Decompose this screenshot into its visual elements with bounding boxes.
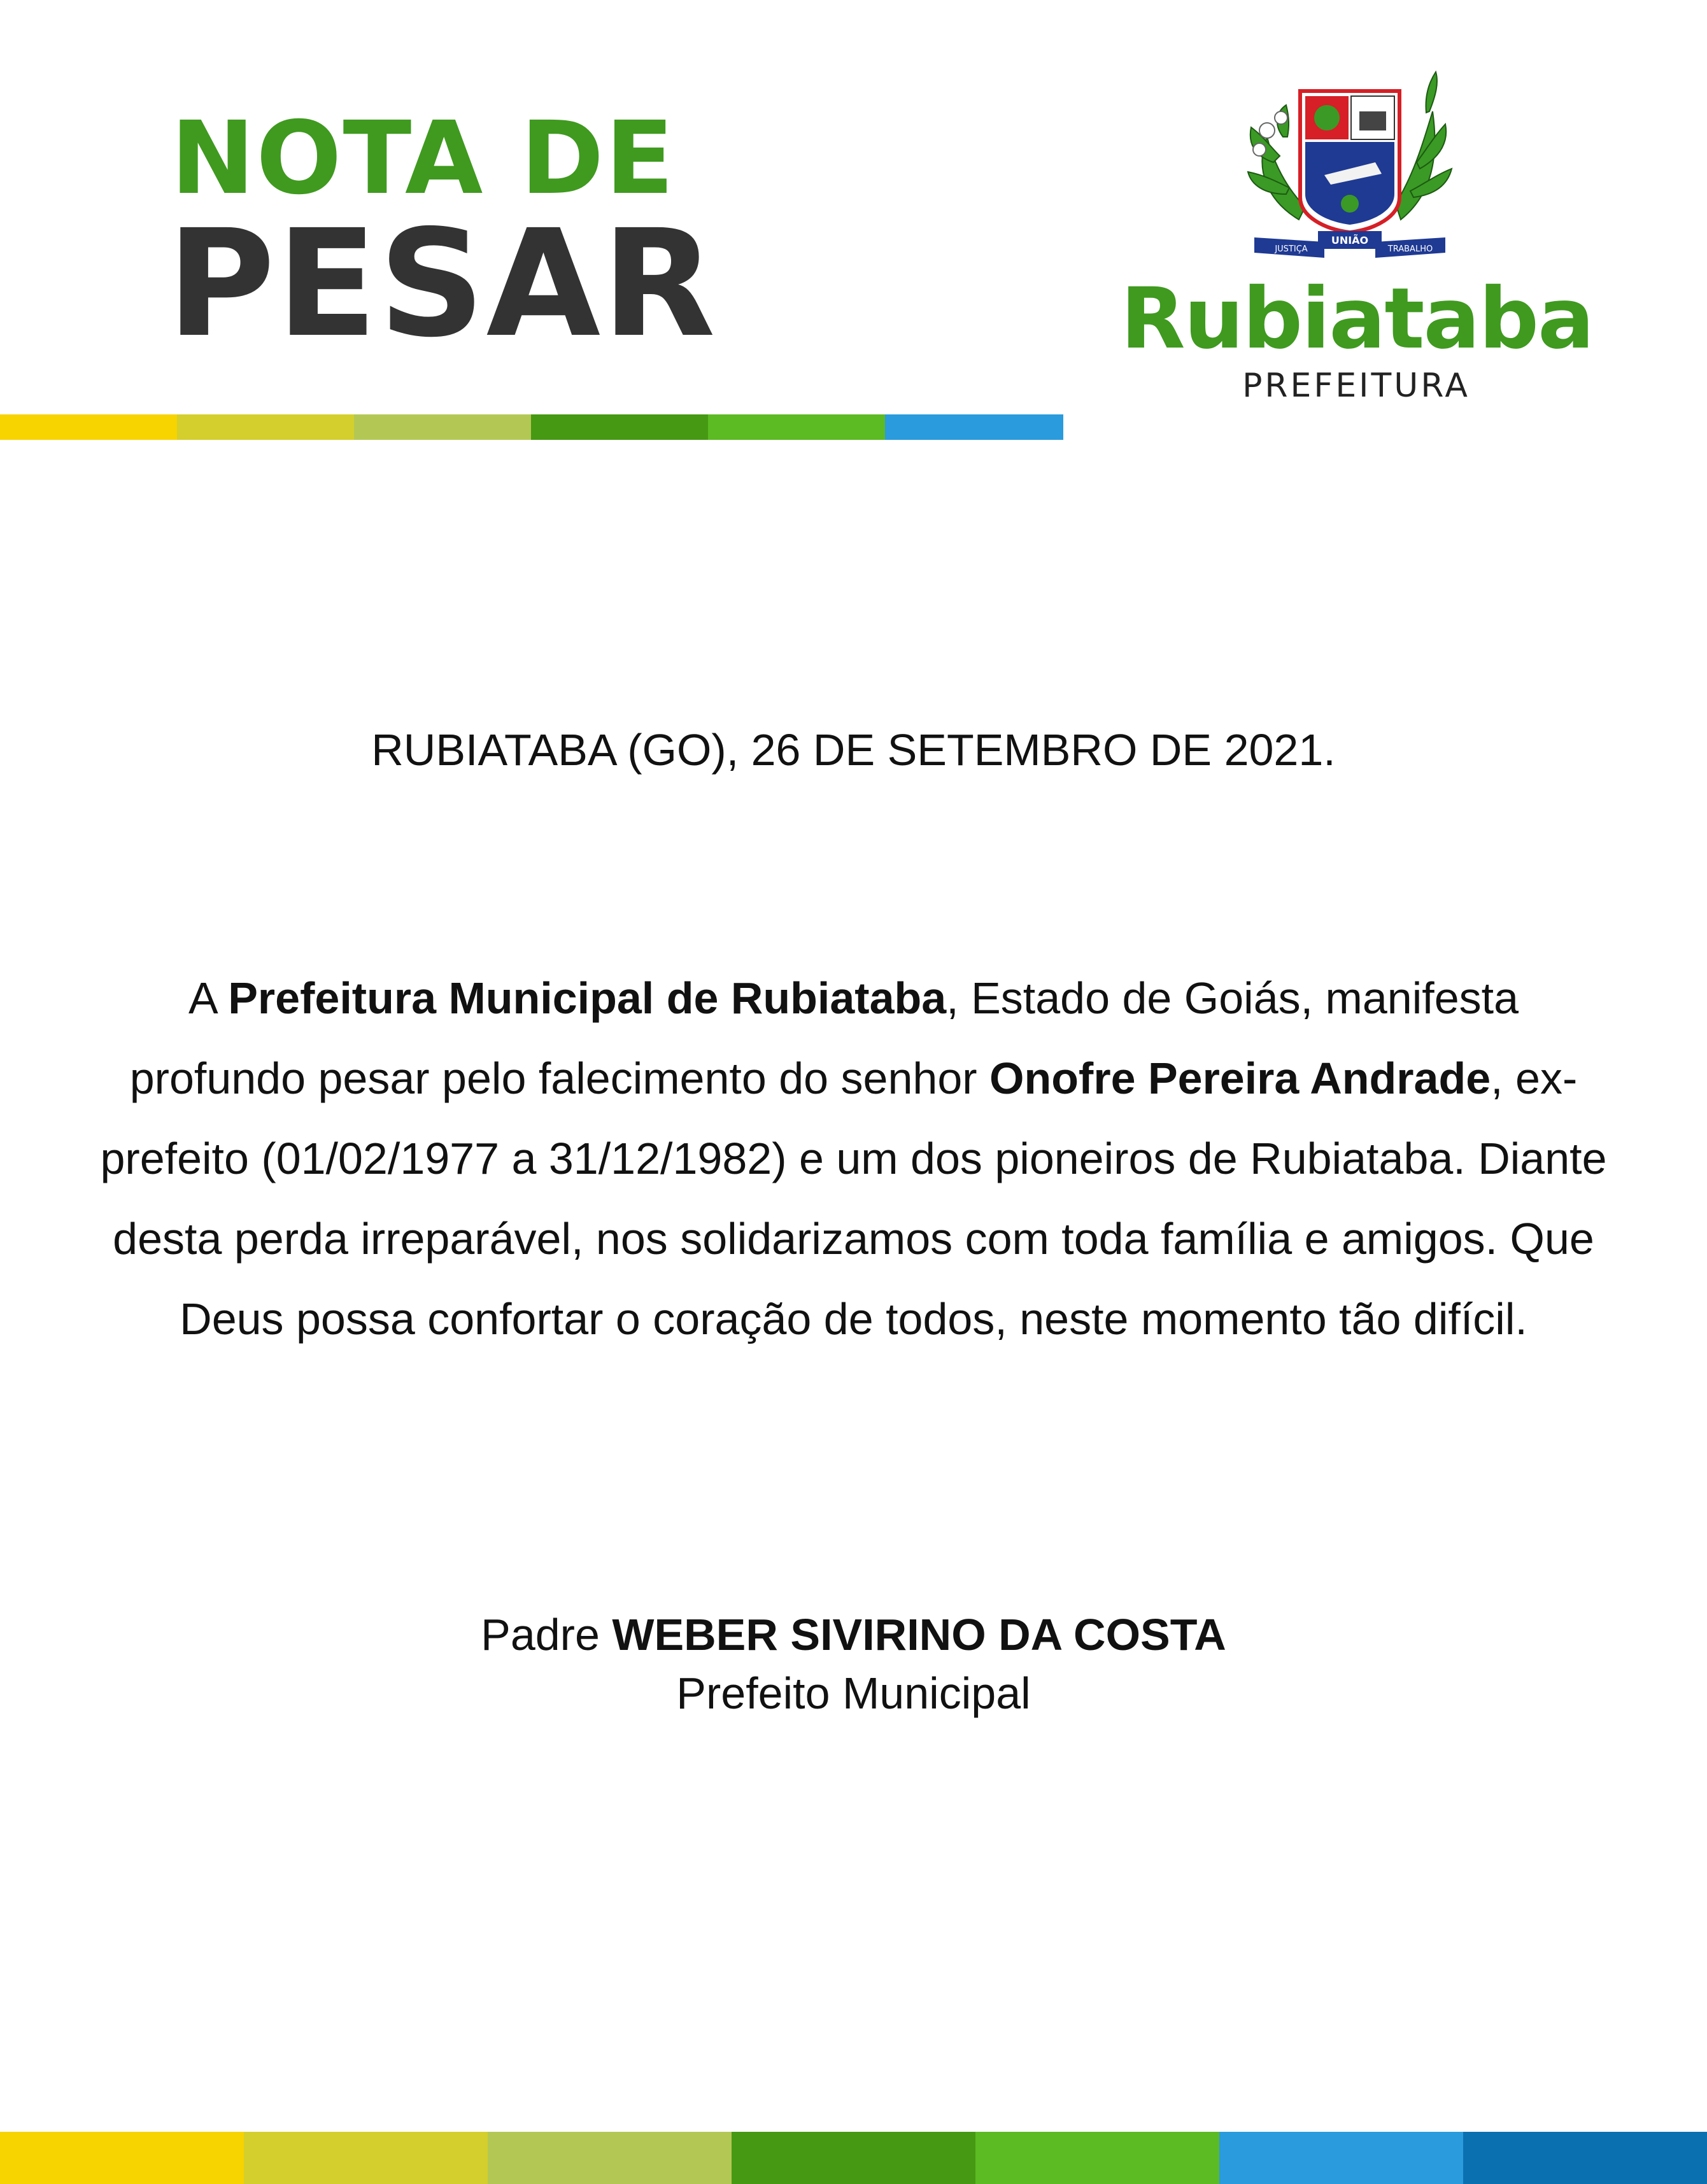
paragraph-intro: A bbox=[188, 973, 229, 1023]
svg-text:TRABALHO: TRABALHO bbox=[1387, 244, 1433, 254]
paragraph-middle: , Estado de Goiás, manifesta profundo pesar pelo falecimento do senhor bbox=[129, 973, 1519, 1103]
stripe-segment-green bbox=[975, 2132, 1219, 2184]
color-stripe-top bbox=[0, 414, 1063, 440]
color-stripe-bottom bbox=[0, 2132, 1707, 2184]
stripe-segment-light-green bbox=[354, 414, 531, 440]
signature-role: Prefeito Municipal bbox=[676, 1668, 1031, 1718]
svg-text:JUSTIÇA: JUSTIÇA bbox=[1275, 244, 1308, 254]
stripe-segment-dark-green bbox=[531, 414, 708, 440]
municipal-crest-icon bbox=[1229, 67, 1471, 271]
svg-text:UNIÃO: UNIÃO bbox=[1331, 234, 1369, 246]
title-line-1: NOTA DE bbox=[171, 100, 676, 217]
paragraph-bold-institution: Prefeitura Municipal de Rubiataba bbox=[228, 973, 947, 1023]
paragraph-bold-name: Onofre Pereira Andrade bbox=[989, 1053, 1491, 1103]
stripe-segment-lime bbox=[177, 414, 354, 440]
title-line-2: PESAR bbox=[167, 198, 717, 370]
stripe-segment-yellow bbox=[0, 2132, 244, 2184]
signature-bold-name: WEBER SIVIRINO DA COSTA bbox=[612, 1610, 1226, 1659]
signature-name bbox=[0, 1609, 1707, 1660]
stripe-segment-green bbox=[708, 414, 885, 440]
stripe-segment-yellow bbox=[0, 414, 177, 440]
date-line: RUBIATABA (GO), 26 DE SETEMBRO DE 2021. bbox=[371, 725, 1336, 775]
signature-prefix: Padre bbox=[481, 1610, 613, 1659]
stripe-segment-blue bbox=[1219, 2132, 1463, 2184]
paragraph-rest: , ex-prefeito (01/02/1977 a 31/12/1982) e um dos pioneiros de Rubiataba. Diante desta perda irreparável, nos solidarizamos com toda família e amigos. Que Deus possa confortar o coração de todos, neste momento tão difícil. bbox=[100, 1053, 1607, 1344]
stripe-segment-dark-blue bbox=[1463, 2132, 1707, 2184]
condolence-paragraph bbox=[96, 958, 1611, 1359]
stripe-segment-lime bbox=[244, 2132, 488, 2184]
stripe-segment-blue bbox=[885, 414, 1063, 440]
stripe-segment-light-green bbox=[488, 2132, 732, 2184]
stripe-segment-dark-green bbox=[732, 2132, 975, 2184]
city-logo-name: Rubiataba bbox=[1121, 270, 1594, 368]
city-logo-subtitle: PREFEITURA bbox=[1242, 367, 1470, 405]
